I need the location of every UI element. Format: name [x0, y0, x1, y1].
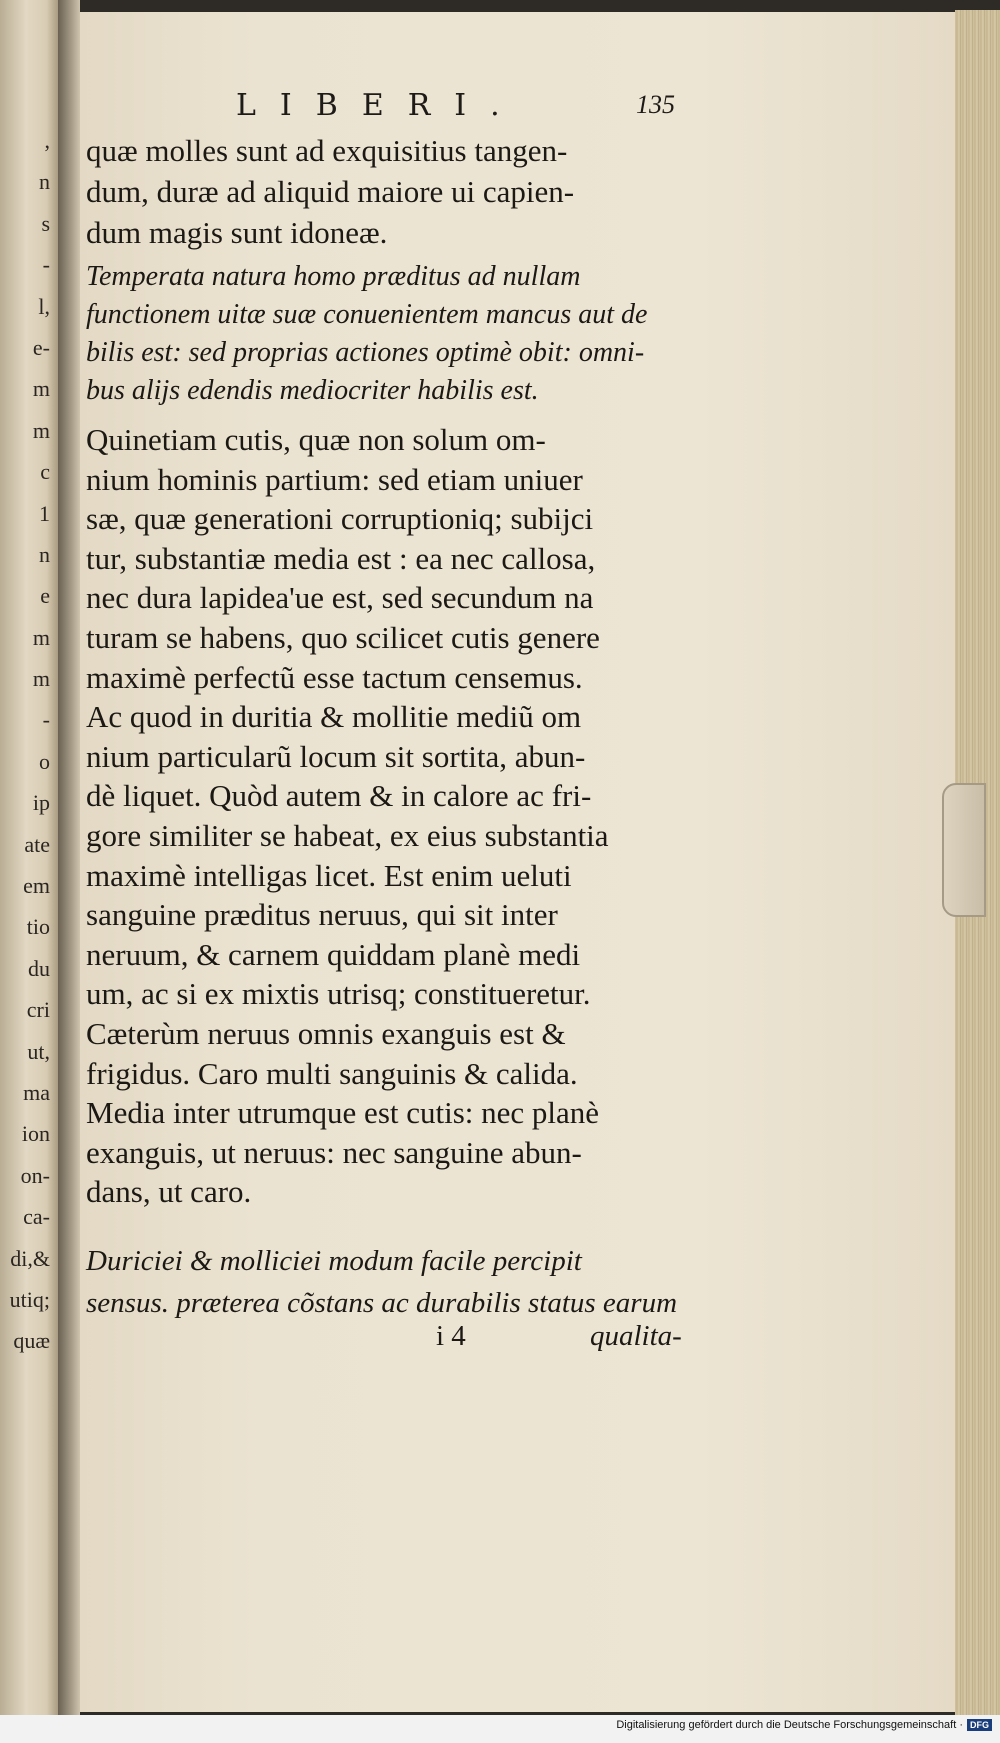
- text-line: tur, substantiæ media est : ea nec callosa,: [86, 540, 596, 576]
- left-fragment: n: [39, 541, 50, 567]
- left-fragment: m: [32, 666, 50, 692]
- page-footer: [0, 1320, 700, 1360]
- left-fragment: di,&: [10, 1245, 50, 1271]
- left-fragment: ip: [32, 790, 50, 816]
- paragraph-4-italic: [86, 1240, 706, 1324]
- left-fragment: ate: [24, 831, 50, 857]
- text-line: frigidus. Caro multi sanguinis & calida.: [86, 1055, 578, 1091]
- text-line: Duriciei & molliciei modum facile percipit: [86, 1245, 582, 1277]
- text-line: gore similiter se habeat, ex eius substantia: [86, 817, 609, 853]
- page-number: 135: [636, 90, 675, 119]
- left-fragment: e: [40, 583, 50, 609]
- left-fragment: ut,: [27, 1038, 50, 1064]
- left-fragment: n: [39, 169, 50, 195]
- text-line: exanguis, ut neruus: nec sanguine abun-: [86, 1134, 582, 1170]
- paragraph-1: [86, 130, 706, 253]
- text-line: dè liquet. Quòd autem & in calore ac fri-: [86, 778, 592, 814]
- left-fragment: o: [39, 748, 50, 774]
- text-line: um, ac si ex mixtis utrisq; constitueretur.: [86, 976, 591, 1012]
- left-fragment: 1: [39, 500, 50, 526]
- running-head: LIBERI.: [236, 88, 524, 123]
- left-fragment: m: [32, 624, 50, 650]
- left-page-fragments: [0, 120, 56, 1362]
- left-fragment: ma: [23, 1079, 50, 1105]
- text-line: neruum, & carnem quiddam planè medi: [86, 936, 581, 972]
- left-fragment: em: [23, 873, 50, 899]
- text-line: Temperata natura homo præditus ad nullam: [86, 261, 581, 292]
- text-line: functionem uitæ suæ conuenientem mancus aut de: [86, 299, 648, 330]
- book-gutter: [58, 0, 80, 1743]
- text-line: bus alijs edendis mediocriter habilis est.: [86, 375, 539, 406]
- paragraph-2-italic: [86, 258, 706, 410]
- left-fragment: m: [32, 376, 50, 402]
- left-fragment: ion: [21, 1121, 50, 1147]
- digitization-credit: [616, 1719, 992, 1731]
- text-line: nec dura lapidea'ue est, sed secundum na: [86, 580, 594, 616]
- text-line: nium particularũ locum sit sortita, abun-: [86, 738, 586, 774]
- text-line: Media inter utrumque est cutis: nec planè: [86, 1095, 600, 1131]
- text-line: sæ, quæ generationi corruptioniq; subijci: [86, 501, 594, 537]
- text-line: quæ molles sunt ad exquisitius tangen-: [86, 133, 568, 168]
- left-fragment: l,: [38, 293, 50, 319]
- text-line: maximè intelligas licet. Est enim ueluti: [86, 857, 572, 893]
- paragraph-3: [86, 420, 706, 1212]
- dfg-logo: DFG: [967, 1719, 992, 1731]
- text-line: Cæterùm neruus omnis exanguis est &: [86, 1015, 566, 1051]
- left-fragment: -: [42, 252, 50, 278]
- text-line: dum, duræ ad aliquid maiore ui capien-: [86, 174, 575, 209]
- text-line: bilis est: sed proprias actiones optimè obit: omni-: [86, 337, 645, 368]
- left-fragment: ,: [44, 128, 50, 153]
- left-fragment: ca-: [23, 1204, 50, 1230]
- page-clasp: [942, 783, 986, 917]
- text-line: turam se habens, quo scilicet cutis genere: [86, 619, 600, 655]
- left-fragment: e-: [32, 334, 50, 360]
- left-fragment: tio: [26, 914, 50, 940]
- left-fragment: m: [32, 417, 50, 443]
- text-line: nium hominis partium: sed etiam uniuer: [86, 461, 583, 497]
- left-fragment: -: [42, 707, 50, 733]
- text-line: Quinetiam cutis, quæ non solum om-: [86, 422, 546, 457]
- catchword: qualita-: [590, 1320, 682, 1352]
- text-line: sanguine præditus neruus, qui sit inter: [86, 897, 558, 933]
- left-fragment: s: [41, 210, 50, 236]
- text-line: Ac quod in duritia & mollitie mediũ om: [86, 699, 582, 735]
- left-fragment: on-: [20, 1162, 50, 1188]
- credit-text: Digitalisierung gefördert durch die Deutsche Forschungsgemeinschaft ·: [616, 1719, 963, 1731]
- left-fragment: quæ: [13, 1328, 50, 1354]
- left-fragment: utiq;: [9, 1286, 50, 1312]
- signature-mark: i 4: [436, 1320, 466, 1352]
- left-fragment: c: [40, 459, 50, 485]
- left-fragment: cri: [26, 997, 50, 1023]
- text-line: dans, ut caro.: [86, 1174, 252, 1210]
- left-fragment: du: [28, 955, 50, 981]
- text-line: maximè perfectũ esse tactum censemus.: [86, 659, 583, 695]
- text-line: sensus. præterea cõstans ac durabilis status earum: [86, 1287, 678, 1319]
- text-line: dum magis sunt idoneæ.: [86, 215, 388, 250]
